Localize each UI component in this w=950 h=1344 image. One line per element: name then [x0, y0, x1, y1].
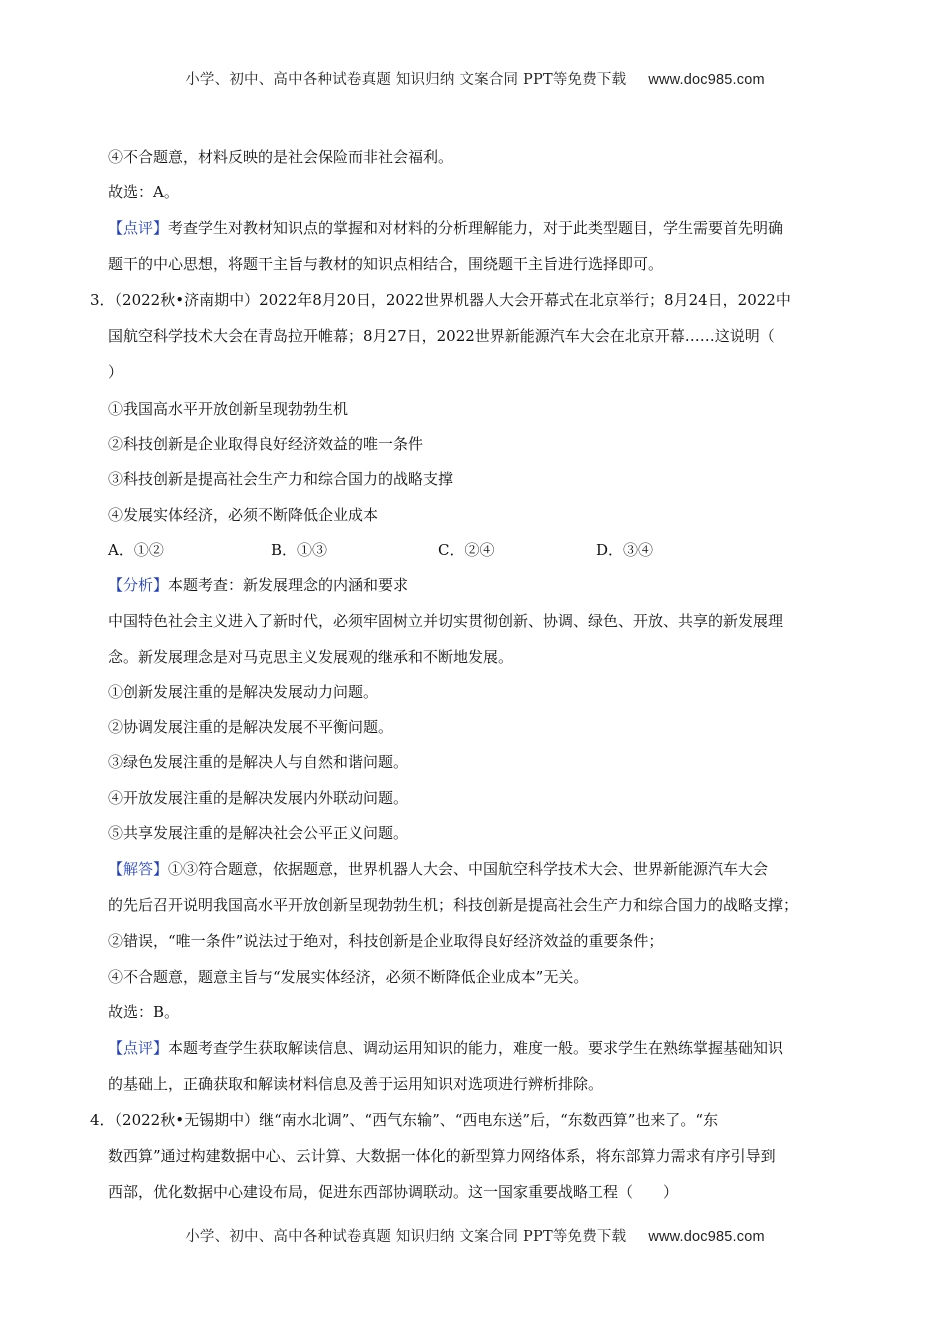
q3-item-3: ③科技创新是提高社会生产力和综合国力的战略支撑: [108, 470, 454, 488]
comment-text: 考查学生对教材知识点的掌握和对材料的分析理解能力，对于此类型题目，学生需要首先明确: [168, 219, 784, 237]
q3-analysis-line-3: 念。新发展理念是对马克思主义发展观的继承和不断地发展。: [108, 648, 514, 666]
q3-point-2: ②协调发展注重的是解决发展不平衡问题。: [108, 718, 394, 736]
q2-comment: [108, 217, 783, 238]
q3-option-c: C．②④: [438, 541, 495, 559]
q3-item-4: ④发展实体经济，必须不断降低企业成本: [108, 506, 379, 524]
q3-solution: [108, 858, 768, 879]
q3-point-3: ③绿色发展注重的是解决人与自然和谐问题。: [108, 753, 409, 771]
q4-stem-line-1: 4．（2022秋•无锡期中）继“南水北调”、“西气东输”、“西电东送”后，“东数西算”也来了。“东: [90, 1111, 719, 1129]
q3-option-a: A．①②: [108, 541, 164, 559]
solution-text: ①③符合题意，依据题意，世界机器人大会、中国航空科学技术大会、世界新能源汽车大会: [168, 860, 769, 878]
q3-comment: [108, 1037, 783, 1058]
q2-answer: 故选：A。: [108, 183, 179, 201]
footer-site-link[interactable]: www.doc985.com: [648, 1229, 765, 1245]
comment-tag: 【点评】: [108, 219, 169, 237]
q3-analysis-line-2: 中国特色社会主义进入了新时代，必须牢固树立并切实贯彻创新、协调、绿色、开放、共享的新发展理: [108, 612, 784, 630]
header-text: 小学、初中、高中各种试卷真题 知识归纳 文案合同 PPT等免费下载: [185, 72, 627, 88]
page-header: [0, 68, 950, 89]
q3-point-4: ④开放发展注重的是解决发展内外联动问题。: [108, 789, 409, 807]
q4-stem-line-2: 数西算”通过构建数据中心、云计算、大数据一体化的新型算力网络体系，将东部算力需求有序引导到: [108, 1147, 776, 1165]
footer-text: 小学、初中、高中各种试卷真题 知识归纳 文案合同 PPT等免费下载: [185, 1229, 627, 1245]
q3-point-5: ⑤共享发展注重的是解决社会公平正义问题。: [108, 824, 409, 842]
page-footer: [0, 1225, 950, 1246]
q3-solution-line-2: 的先后召开说明我国高水平开放创新呈现勃勃生机；科技创新是提高社会生产力和综合国力的战略支撑；: [108, 896, 799, 914]
q3-solution-line-4: ④不合题意，题意主旨与“发展实体经济，必须不断降低企业成本”无关。: [108, 968, 589, 986]
q2-comment-line-2: 题干的中心思想，将题干主旨与教材的知识点相结合，围绕题干主旨进行选择即可。: [108, 255, 664, 273]
q3-analysis: [108, 574, 408, 595]
comment-tag: 【点评】: [108, 1039, 169, 1057]
q3-answer: 故选：B。: [108, 1003, 180, 1021]
q3-solution-line-3: ②错误，“唯一条件”说法过于绝对，科技创新是企业取得良好经济效益的重要条件；: [108, 932, 664, 950]
q3-item-2: ②科技创新是企业取得良好经济效益的唯一条件: [108, 435, 424, 453]
q3-item-1: ①我国高水平开放创新呈现勃勃生机: [108, 400, 349, 418]
q4-stem-line-3: 西部，优化数据中心建设布局，促进东西部协调联动。这一国家重要战略工程（ ）: [108, 1183, 679, 1201]
header-site-link[interactable]: www.doc985.com: [648, 72, 765, 88]
q3-option-d: D．③④: [596, 541, 654, 559]
q3-option-b: B．①③: [271, 541, 328, 559]
q3-point-1: ①创新发展注重的是解决发展动力问题。: [108, 683, 379, 701]
q3-comment-line-2: 的基础上，正确获取和解读材料信息及善于运用知识对选项进行辨析排除。: [108, 1075, 604, 1093]
q3-stem-line-1: 3．（2022秋•济南期中）2022年8月20日，2022世界机器人大会开幕式在北京举行；8月24日，2022中: [90, 291, 791, 309]
q3-stem-line-3: ）: [108, 363, 124, 381]
solution-tag: 【解答】: [108, 860, 169, 878]
q3-stem-line-2: 国航空科学技术大会在青岛拉开帷幕；8月27日，2022世界新能源汽车大会在北京开幕……这说明（: [108, 327, 775, 345]
analysis-text: 本题考查：新发展理念的内涵和要求: [168, 576, 409, 594]
comment-text: 本题考查学生获取解读信息、调动运用知识的能力，难度一般。要求学生在熟练掌握基础知识: [168, 1039, 784, 1057]
analysis-tag: 【分析】: [108, 576, 169, 594]
q2-item-4: ④不合题意，材料反映的是社会保险而非社会福利。: [108, 148, 454, 166]
